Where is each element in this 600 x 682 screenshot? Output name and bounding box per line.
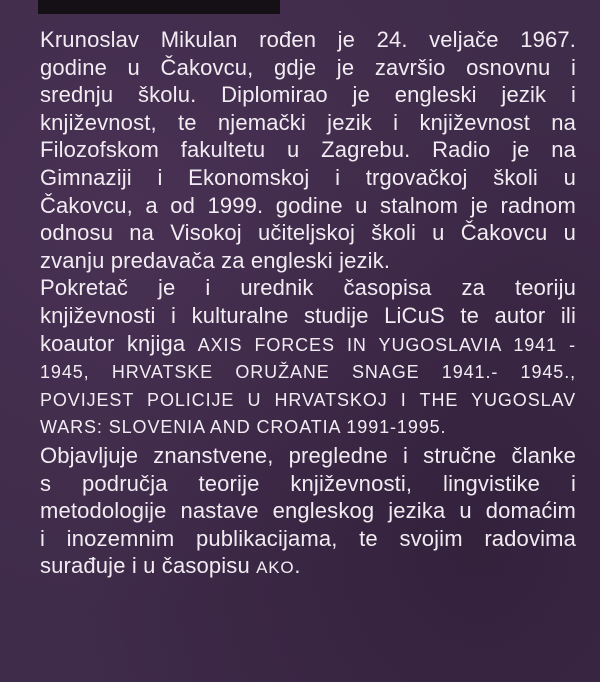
author-biography xyxy=(40,26,576,582)
book-title: AXIS FORCES IN YUGOSLAVIA 1941 - xyxy=(197,334,576,355)
bio-line: Krunoslav Mikulan rođen je 24. veljače 1967. xyxy=(40,27,576,52)
book-title-line: 1945, HRVATSKE ORUŽANE SNAGE 1941.- 1945., xyxy=(40,362,576,383)
bio-line: srednju školu. Diplomirao je engleski jezik i xyxy=(40,82,576,108)
bio-line: zvanju predavača za engleski jezik. xyxy=(40,247,391,273)
bio-line: Pokretač je i urednik časopisa za teoriju xyxy=(40,275,576,301)
bio-line: godine u Čakovcu, gdje je završio osnovnu i xyxy=(40,54,576,80)
bio-line: odnosu na Visokoj učiteljskoj školi u Čakovcu u xyxy=(40,220,576,246)
bio-line: i inozemnim publikacijama, te svojim radovima xyxy=(40,525,576,551)
bio-line: s područja teorije književnosti, lingvistike i xyxy=(40,470,576,496)
journal-name: AKO xyxy=(256,558,295,578)
bio-line: Čakovcu, a od 1999. godine u stalnom je radnom xyxy=(40,192,576,218)
book-title-line: WARS: SLOVENIA AND CROATIA 1991-1995. xyxy=(40,417,447,438)
bio-line: koautor knjiga AXIS FORCES IN YUGOSLAVIA 1941 - xyxy=(40,330,576,356)
bio-line: surađuje i u časopisu AKO. xyxy=(40,553,301,579)
book-title-line: POVIJEST POLICIJE U HRVATSKOJ I THE YUGOSLAV xyxy=(40,389,576,410)
bio-line: književnost, te njemački jezik i književnost na xyxy=(40,109,576,135)
bio-line: Filozofskom fakultetu u Zagrebu. Radio je na xyxy=(40,137,576,163)
bio-line: Objavljuje znanstvene, pregledne i stručne članke xyxy=(40,442,576,468)
author-photo-edge xyxy=(38,0,280,14)
bio-line: književnosti i kulturalne studije LiCuS te autor ili xyxy=(40,302,576,328)
bio-line: metodologije nastave engleskog jezika u domaćim xyxy=(40,498,576,524)
bio-line: Gimnaziji i Ekonomskoj i trgovačkoj školi u xyxy=(40,164,576,190)
